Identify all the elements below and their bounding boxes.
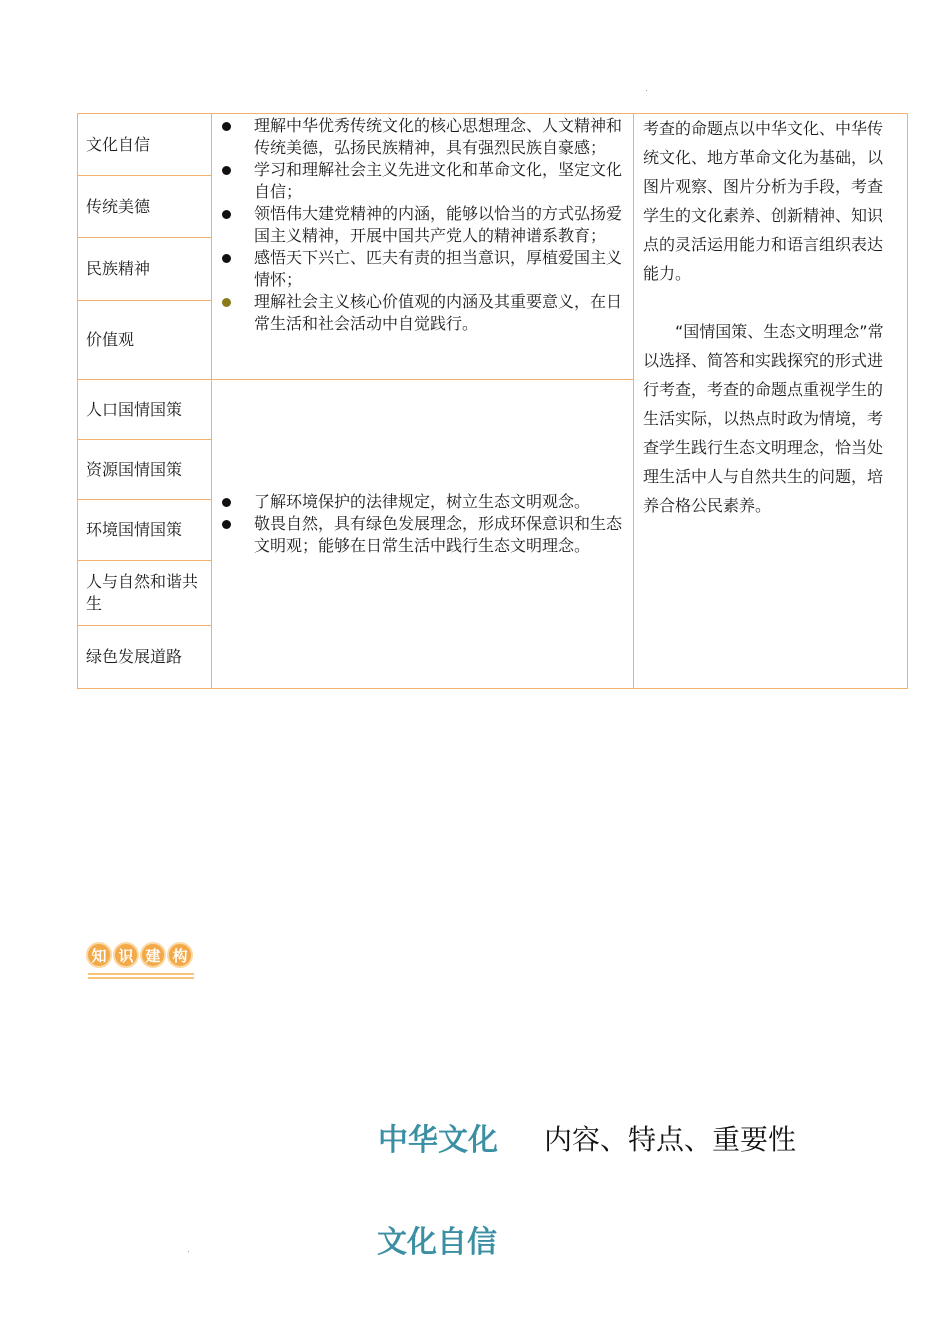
bullet-icon xyxy=(222,122,231,131)
exam-notes-cell xyxy=(634,114,908,689)
curriculum-table xyxy=(77,113,908,689)
topic-cell: 文化自信 xyxy=(78,114,212,176)
requirements-cell-ecology xyxy=(212,380,634,689)
list-item: 理解社会主义核心价值观的内涵及其重要意义，在日常生活和社会活动中自觉践行。 xyxy=(222,291,625,335)
badge-char: 建 xyxy=(140,942,166,968)
scan-dot xyxy=(188,1251,189,1252)
bullet-icon xyxy=(222,166,231,175)
mindmap-node-chinese-culture: 中华文化 xyxy=(378,1123,498,1158)
bullet-icon xyxy=(222,498,231,507)
badge-char: 构 xyxy=(167,942,193,968)
list-item: 理解中华优秀传统文化的核心思想理念、人文精神和传统美德，弘扬民族精神，具有强烈民族自豪感； xyxy=(222,115,625,159)
requirements-list xyxy=(212,114,633,335)
mindmap-node-cultural-confidence: 文化自信 xyxy=(377,1225,497,1260)
list-item: 领悟伟大建党精神的内涵，能够以恰当的方式弘扬爱国主义精神，开展中国共产党人的精神谱系教育； xyxy=(222,203,625,247)
topic-cell: 资源国情国策 xyxy=(78,440,212,500)
bullet-icon xyxy=(222,520,231,529)
bullet-icon xyxy=(222,254,231,263)
list-item: 了解环境保护的法律规定，树立生态文明观念。 xyxy=(222,491,625,513)
badge-char: 知 xyxy=(86,942,112,968)
badge-char: 识 xyxy=(113,942,139,968)
mindmap-node-detail: 内容、特点、重要性 xyxy=(544,1123,797,1156)
topic-cell: 环境国情国策 xyxy=(78,500,212,561)
exam-note-paragraph: “国情国策、生态文明理念”常以选择、简答和实践探究的形式进行考查，考查的命题点重视学生的生活实际，以热点时政为情境，考查学生践行生态文明理念，恰当处理生活中人与自然共生的问题，培养合格公民素养。 xyxy=(643,322,884,515)
requirements-list xyxy=(212,490,633,579)
bullet-icon xyxy=(222,210,231,219)
topic-cell: 人口国情国策 xyxy=(78,380,212,440)
list-item: 敬畏自然，具有绿色发展理念，形成环保意识和生态文明观；能够在日常生活中践行生态文明理念。 xyxy=(222,513,625,557)
requirements-cell-culture xyxy=(212,114,634,380)
badge-underline xyxy=(88,977,194,979)
scan-dot xyxy=(646,90,647,91)
topic-cell: 人与自然和谐共生 xyxy=(78,561,212,626)
bullet-icon xyxy=(222,298,231,307)
knowledge-structure-badge xyxy=(86,942,200,982)
exam-note-paragraph: 考查的命题点以中华文化、中华传统文化、地方革命文化为基础，以图片观察、图片分析为手段，考查学生的文化素养、创新精神、知识点的灵活运用能力和语言组织表达能力。 xyxy=(643,119,884,283)
topic-cell: 价值观 xyxy=(78,301,212,380)
list-item: 学习和理解社会主义先进文化和革命文化，坚定文化自信； xyxy=(222,159,625,203)
topic-cell: 绿色发展道路 xyxy=(78,626,212,689)
topic-cell: 传统美德 xyxy=(78,176,212,238)
topic-cell: 民族精神 xyxy=(78,238,212,301)
badge-underline xyxy=(88,973,194,975)
list-item: 感悟天下兴亡、匹夫有责的担当意识，厚植爱国主义情怀； xyxy=(222,247,625,291)
